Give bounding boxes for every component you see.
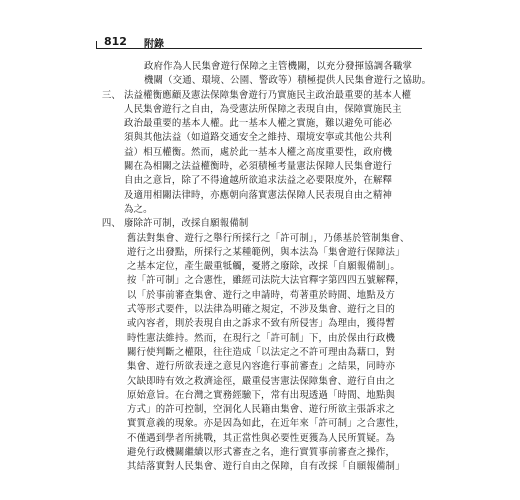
text-line: 實質意義的現象。亦是因為如此，在近年來「許可制」之合憲性， — [127, 418, 405, 430]
text-line: 或內容者，則於表現自由之訴求不致有所侵害」為理由，獲得暫 — [127, 318, 396, 330]
body-text — [96, 60, 432, 475]
text-line: 按「許可制」之合憲性，雖經司法院大法官釋字第四四五號解釋， — [127, 275, 405, 287]
text-line: 以「於事前審查集會、遊行之申請時，苟著重於時間、地點及方 — [127, 289, 396, 301]
page-header — [96, 33, 422, 49]
text-line: 政府作為人民集會遊行保障之主管機關，以充分發揮協調各職掌 — [144, 61, 413, 72]
text-line: 政治最重要的基本人權。此一基本人權之實施，難以避免可能必 — [124, 118, 393, 130]
text-line: 避免行政機關繼續以形式審查之名，進行實質事前審查之操作， — [127, 447, 396, 459]
header-rule — [96, 48, 422, 49]
text-line: 其結落實對人民集會、遊行自由之保障，自有改採「自願報備制」 — [127, 461, 405, 473]
text-line: 舊法對集會、遊行之舉行所採行之「許可制」，乃係基於管制集會、 — [127, 232, 410, 244]
text-line: 之基本定位，產生嚴重牴觸，憂將之廢除，改採「自願報備制」。 — [127, 261, 400, 273]
text-line: 不僅遇到學者所挑戰，其正當性與必要性更獲為人民所質疑。為 — [127, 432, 396, 444]
item-number: 四、 — [101, 218, 121, 230]
page-number: 812 — [104, 35, 127, 48]
intro-paragraph — [144, 60, 432, 89]
text-line: 須與其他法益（如道路交通安全之維持、環境安寧或其他公共利 — [124, 132, 393, 144]
text-line: 法益權衡應顧及憲法保障集會遊行乃實施民主政治最重要的基本人權 — [124, 89, 412, 101]
text-line: 為之。 — [124, 203, 153, 215]
text-line: 原始意旨。在台灣之實務經驗下，常有出現透過「時間、地點與 — [127, 389, 396, 401]
list-item-3 — [96, 89, 422, 218]
section-label: 附錄 — [144, 39, 164, 50]
text-line: 關行使判斷之權限，往往造成「以法定之不許可理由為藉口，對 — [127, 346, 396, 358]
text-line: 機關（交通、環境、公園、警政等）積極提供人民集會遊行之協助。 — [144, 75, 432, 87]
item-title: 廢除許可制，改採自願報備制 — [124, 218, 249, 230]
text-line: 益）相互權衡。然而，處於此一基本人權之高度重要性，政府機 — [124, 146, 393, 158]
text-line: 自由之意旨，除了不得逾越所欲追求法益之必要限度外，在解釋 — [124, 175, 393, 187]
item-number: 三、 — [101, 89, 121, 101]
text-line: 欠缺即時有效之救濟途徑，嚴重侵害憲法保障集會、遊行自由之 — [127, 375, 396, 387]
text-line: 及適用相關法律時，亦應朝向落實憲法保障人民表現自由之精神 — [124, 189, 393, 201]
text-line: 時性憲法維持。然而，在現行之「許可制」下，由於保由行政機 — [127, 332, 396, 344]
list-item-4 — [96, 217, 422, 231]
text-line: 方式」的許可控制，空洞化人民籍由集會、遊行所欲主張訴求之 — [127, 404, 396, 416]
item-4-title — [124, 217, 422, 231]
text-line: 集會、遊行所欲表達之意見內容進行事前審查」之結果，同時亦 — [127, 361, 396, 373]
text-line: 遊行之出發點，所採行之某種範例，與本法為「集會遊行保障法」 — [127, 246, 405, 258]
text-line: 關在為相關之法益權衡時，必須積極考量憲法保障人民集會遊行 — [124, 161, 393, 173]
item-3-text — [124, 89, 422, 218]
text-line: 人民集會遊行之自由，為受憲法所保障之表現自由，保障實施民主 — [124, 103, 402, 115]
item-4-body — [127, 232, 422, 475]
text-line: 式等形式要件，以法律為明確之規定，不涉及集會、遊行之目的 — [127, 304, 396, 316]
